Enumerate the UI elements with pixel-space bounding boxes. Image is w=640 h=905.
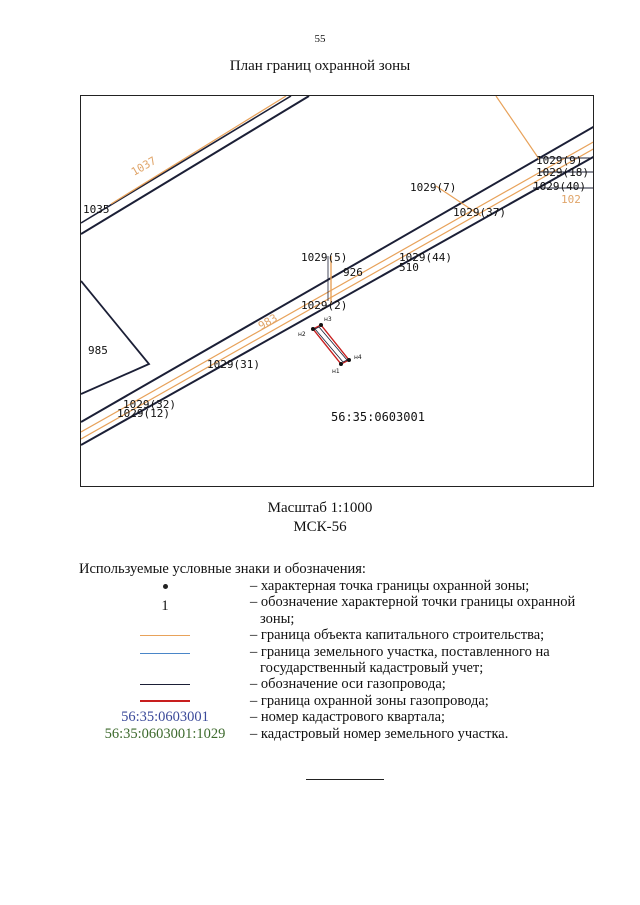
plot-1035-boundary-line — [81, 96, 309, 234]
point-label-n4: н4 — [354, 354, 362, 361]
protection-zone-polygon — [313, 325, 349, 364]
plot-label-1029-9: 1029(9) — [536, 154, 583, 167]
orange-diagonal-upper-right — [496, 96, 539, 159]
point-dot-icon — [163, 584, 168, 589]
legend-text: – обозначение характерной точки границы охранной — [250, 594, 576, 611]
pipeline-axis-segment — [315, 327, 347, 362]
point-label-n3: н3 — [324, 316, 332, 323]
legend-row-point — [80, 578, 600, 594]
legend-row-building — [80, 627, 600, 643]
page-number: 55 — [314, 33, 326, 45]
building-label-1037: 1037 — [129, 154, 159, 179]
legend-text: – кадастровый номер земельного участка. — [250, 725, 509, 742]
blue-line-icon — [140, 653, 190, 654]
orange-line-icon — [140, 635, 190, 636]
legend-text: – граница объекта капитального строительства; — [250, 627, 545, 644]
zone-point-1 — [339, 362, 343, 366]
corridor-upper-line — [81, 126, 594, 422]
plot-label-1029-40: 1029(40) — [533, 180, 586, 193]
legend-text: – обозначение оси газопровода; — [250, 676, 446, 693]
plot-985-boundary — [81, 281, 149, 394]
quarter-number-sample: 56:35:0603001 — [121, 709, 209, 726]
plot-label-985: 985 — [88, 344, 108, 357]
legend-text-cont: государственный кадастровый учет; — [260, 660, 484, 677]
plot-label-1029-31: 1029(31) — [207, 358, 260, 371]
black-line-icon — [140, 684, 190, 685]
scale-block — [0, 499, 640, 537]
plot-label-1035: 1035 — [83, 203, 110, 216]
legend-row-cadastral — [80, 726, 600, 742]
plot-1035-boundary-line-2 — [81, 96, 291, 223]
building-label-983: 983 — [256, 311, 280, 333]
plot-label-1029-5: 1029(5) — [301, 251, 348, 264]
legend-row-protection-zone — [80, 693, 600, 709]
plot-label-510: 510 — [399, 261, 419, 274]
legend-row-quarter — [80, 709, 600, 725]
point-label-n1: н1 — [332, 368, 340, 375]
legend-text: – граница охранной зоны газопровода; — [250, 692, 489, 709]
legend-row-point-label — [80, 594, 600, 627]
corridor-orange-line-1 — [81, 141, 594, 432]
legend-text: – граница земельного участка, поставленного на — [250, 643, 550, 660]
map-frame — [80, 95, 594, 487]
scale-value: Масштаб 1:1000 — [267, 500, 373, 516]
cadastral-number-sample: 56:35:0603001:1029 — [104, 725, 226, 742]
plot-label-1029-32: 1029(32) — [123, 398, 176, 411]
legend-row-pipeline-axis — [80, 676, 600, 692]
legend — [80, 578, 600, 742]
plot-label-1029-2: 1029(2) — [301, 299, 348, 312]
legend-symbol-number: 1 — [161, 598, 169, 615]
footer-divider — [306, 779, 384, 780]
legend-title: Используемые условные знаки и обозначения: — [79, 561, 366, 577]
legend-row-land-plot — [80, 644, 600, 677]
legend-text: – характерная точка границы охранной зоны; — [250, 578, 530, 594]
building-label-102: 102 — [561, 193, 581, 206]
plot-label-1029-7: 1029(7) — [410, 181, 457, 194]
red-line-icon — [140, 700, 190, 702]
plot-label-1029-37: 1029(37) — [453, 206, 506, 219]
plot-label-1029-12: 1029(12) — [117, 407, 170, 420]
zone-point-2 — [311, 327, 315, 331]
corridor-orange-line-2 — [81, 148, 594, 439]
point-label-n2: н2 — [298, 331, 306, 338]
coordinate-system: МСК-56 — [293, 519, 347, 535]
plot-label-1029-44: 1029(44) — [399, 251, 452, 264]
legend-text-cont: зоны; — [260, 610, 295, 627]
cadastral-quarter-label: 56:35:0603001 — [331, 410, 425, 424]
cadastral-map — [81, 96, 594, 487]
plot-label-1029-18: 1029(18) — [536, 166, 589, 179]
building-boundary-line-1037 — [111, 96, 286, 204]
plot-label-926: 926 — [343, 266, 363, 279]
legend-text: – номер кадастрового квартала; — [250, 709, 446, 726]
page-title: План границ охранной зоны — [229, 58, 411, 74]
zone-point-4 — [347, 358, 351, 362]
zone-point-3 — [319, 323, 323, 327]
